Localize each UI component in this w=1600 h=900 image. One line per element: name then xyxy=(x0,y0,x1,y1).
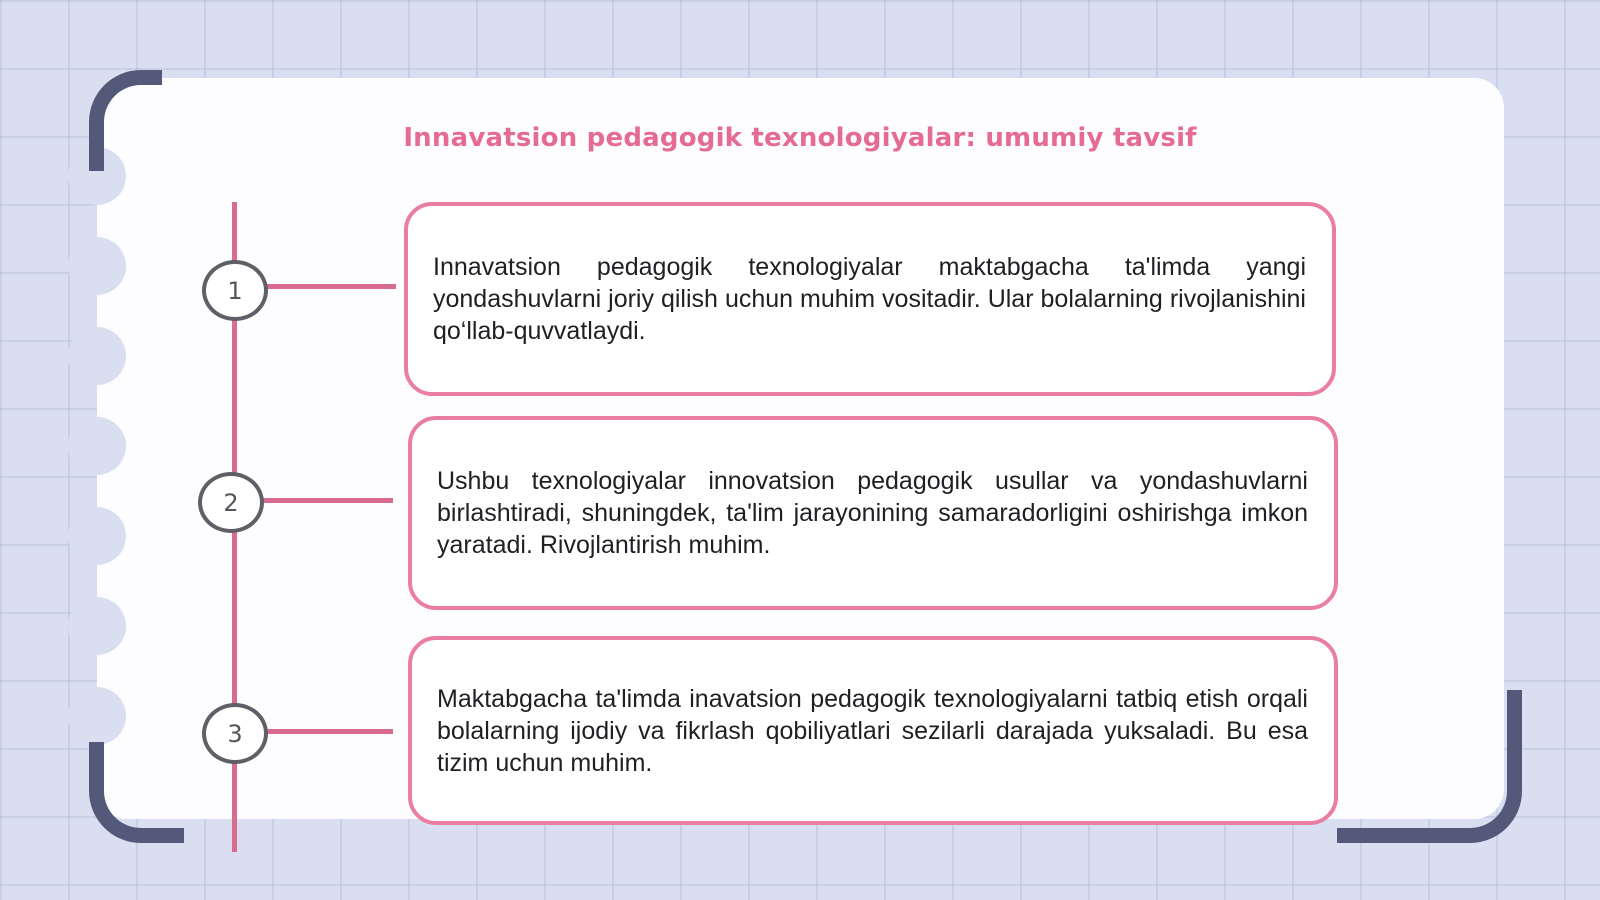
step-text: Ushbu texnologiyalar innovatsion pedagogik usullar va yondashuvlarni birlashtiradi, shuningdek, ta'lim jarayonining samaradorligini oshirishga imkon yaratadi. Rivojlantirish muhim. xyxy=(437,467,1308,559)
step-text-box xyxy=(408,416,1338,610)
card-notch xyxy=(68,327,126,385)
card-notch xyxy=(68,237,126,295)
slide-title: Innavatsion pedagogik texnologiyalar: umumiy tavsif xyxy=(403,123,1197,153)
step-number-badge xyxy=(202,260,268,321)
corner-bracket-top-left xyxy=(89,70,162,171)
step-connector xyxy=(259,498,393,503)
step-number: 3 xyxy=(227,719,243,748)
step-number: 1 xyxy=(227,276,243,305)
step-connector xyxy=(262,729,393,734)
card-notch xyxy=(68,597,126,655)
corner-bracket-bottom-right xyxy=(1337,690,1522,843)
step-text: Maktabgacha ta'limda inavatsion pedagogik texnologiyalarni tatbiq etish orqali bolalarning ijodiy va fikrlash qobiliyatlari sezilarli darajada yuksaladi. Bu esa tizim uchun muhim. xyxy=(437,684,1308,777)
step-text-box xyxy=(404,202,1336,396)
step-text: Innavatsion pedagogik texnologiyalar maktabgacha ta'limda yangi yondashuvlarni joriy qilish uchun muhim vositadir. Ular bolalarning rivojlanishini qo‘llab-quvvatlaydi. xyxy=(433,253,1306,345)
step-connector xyxy=(262,284,396,289)
card-notch xyxy=(68,687,126,745)
card-notch xyxy=(68,417,126,475)
card-notch xyxy=(68,507,126,565)
corner-bracket-bottom-left xyxy=(89,742,184,843)
step-text-box xyxy=(408,636,1338,825)
step-number-badge xyxy=(198,472,264,533)
step-number: 2 xyxy=(223,488,239,517)
step-number-badge xyxy=(202,703,268,764)
